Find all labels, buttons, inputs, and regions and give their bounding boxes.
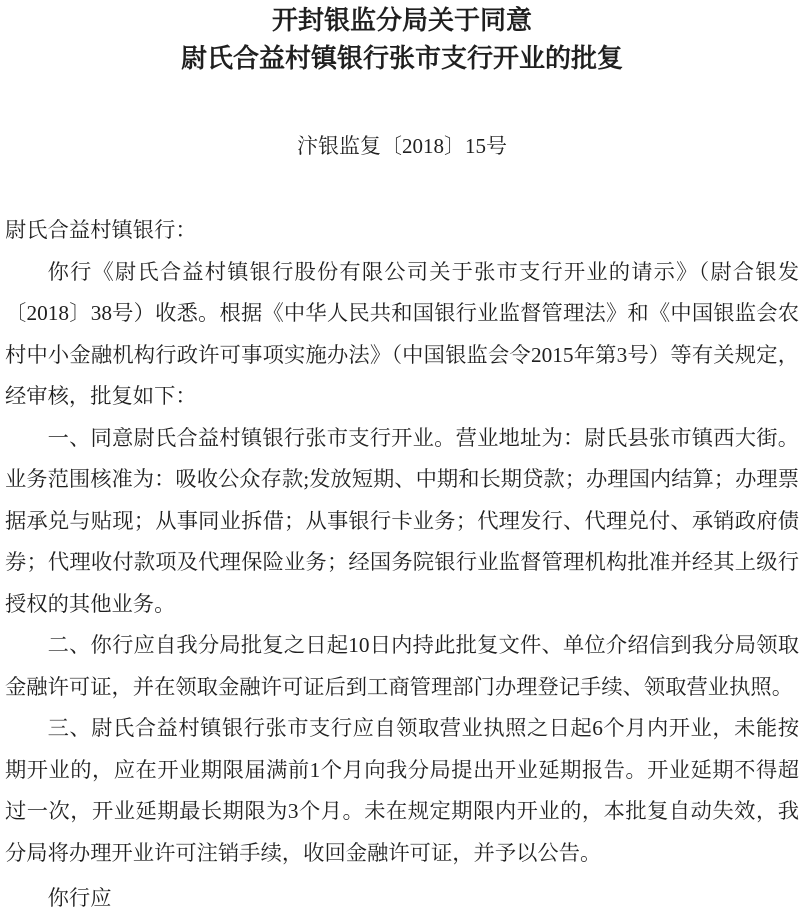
- paragraph-intro: 你行《尉氏合益村镇银行股份有限公司关于张市支行开业的请示》（尉合银发〔2018〕38号）收悉。根据《中华人民共和国银行业监督管理法》和《中国银监会农村中小金融机构行政许可事项实施办法》（中国银监会令2015年第3号）等有关规定，经审核，批复如下：: [5, 259, 799, 408]
- paragraph-item-3: 三、尉氏合益村镇银行张市支行应自领取营业执照之日起6个月内开业，未能按期开业的，应在开业期限届满前1个月向我分局提出开业延期报告。开业延期不得超过一次，开业延期最长期限为3个月。未在规定期限内开业的，本批复自动失效，我分局将办理开业许可注销手续，收回金融许可证，并予以公告。: [5, 716, 799, 865]
- document-number: 汴银监复〔2018〕15号: [297, 134, 507, 158]
- document-body: [5, 210, 799, 920]
- document-title-line-1: 开封银监分局关于同意: [271, 6, 532, 35]
- salutation: 尉氏合益村镇银行：: [5, 218, 197, 242]
- document-title-line-2: 尉氏合益村镇银行张市支行开业的批复: [180, 44, 623, 73]
- document-title: [5, 2, 799, 78]
- paragraph-item-2: 二、你行应自我分局批复之日起10日内持此批复文件、单位介绍信到我分局领取金融许可证，并在领取金融许可证后到工商管理部门办理登记手续、领取营业执照。: [5, 633, 799, 699]
- clipped-paragraph-fragment: 你行应: [47, 886, 112, 910]
- paragraph-item-1: 一、同意尉氏合益村镇银行张市支行开业。营业地址为：尉氏县张市镇西大街。业务范围核准为：吸收公众存款;发放短期、中期和长期贷款；办理国内结算；办理票据承兑与贴现；从事同业拆借；从事银行卡业务；代理发行、代理兑付、承销政府债券；代理收付款项及代理保险业务；经国务院银行业监督管理机构批准并经其上级行授权的其他业务。: [5, 425, 799, 616]
